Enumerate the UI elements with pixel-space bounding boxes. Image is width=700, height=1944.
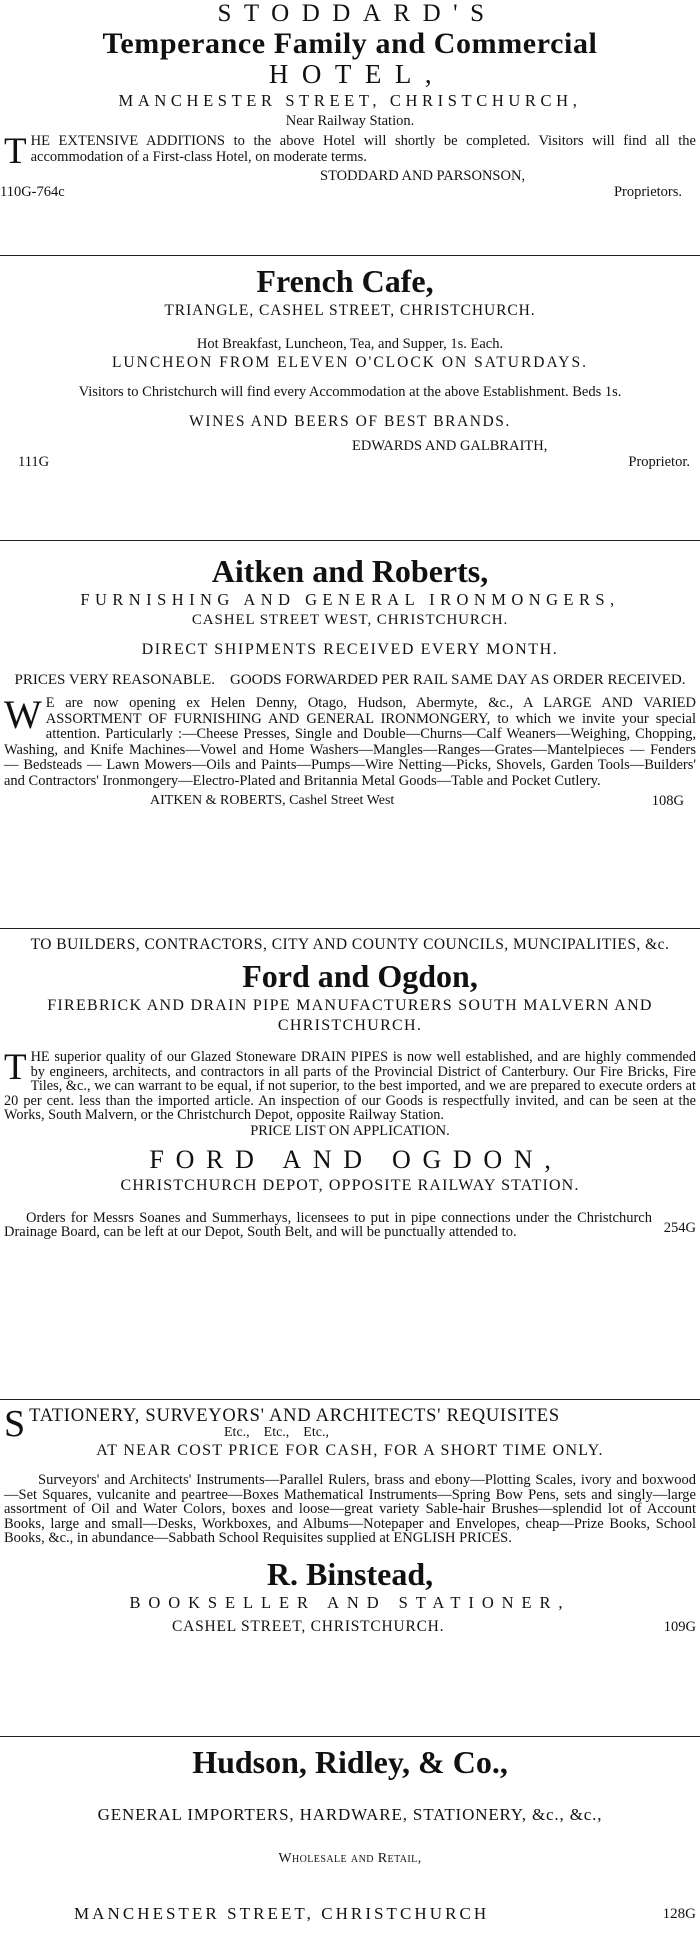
aitken-address: CASHEL STREET WEST, CHRISTCHURCH. [191,612,509,628]
aitken-shipments: DIRECT SHIPMENTS RECEIVED EVERY MONTH. [141,641,559,658]
french-cafe-ad [0,262,700,470]
cafe-luncheon: LUNCHEON FROM ELEVEN O'CLOCK ON SATURDAYS. [111,354,589,371]
stationery-price: AT NEAR COST PRICE FOR CASH, FOR A SHORT TIME ONLY. [96,1442,604,1459]
binstead-ref: 109G [663,1618,696,1635]
binstead-name: R. Binstead, [266,1555,434,1592]
hudson-ref: 128G [662,1906,696,1922]
hotel-drop-cap: T [4,131,27,172]
divider [0,1399,700,1400]
hotel-owner-name: STODDARD'S [217,0,497,27]
aitken-body-text: E are now opening ex Helen Denny, Otago, Hudson, Abermyte, &c., A LARGE AND VARIED ASSORTMENT OF FURNISHING AND GENERAL IRONMONGERY, to which we invite your special attention. Particularly :—Cheese Presses, Single and Double—Churns—Calf Weaners—Weighing, Chopping, Washing, and Knife Machines—Vowel and Home Washers—Mangles—Ranges—Grates—Mantelpieces — Fenders — Bedsteads — Lawn Mowers—Oils and Paints—Pumps—Wire Netting—Picks, Shovels, Garden Tools—Builders' and Contractors' Ironmongery—Electro-Plated and Britannia Metal Goods—Table and Pocket Cutlery. [4,695,696,789]
cafe-title: French Cafe, [256,263,434,299]
ford-drop-cap: T [4,1047,27,1088]
hudson-wholesale: Wholesale and Retail, [278,1851,422,1866]
ford-body-text: HE superior quality of our Glazed Stoneware DRAIN PIPES is now well established, and are highly commended by engineers, architects, and contractors in all parts of the Provincial District of Canterbury. Our Fire Bricks, Fire Tiles, &c., we can warrant to be equal, if not superior, to the best imported, and we are prepared to execute orders at 20 per cent. less than the imported article. An inspection of our Goods is respectfully invited, and can be seen at the Works, South Malvern, or the Christchurch Depot, opposite Railway Station. [4,1049,696,1123]
stationery-title: TATIONERY, SURVEYORS' AND ARCHITECTS' REQUISITES [29,1406,560,1426]
aitken-title: Aitken and Roberts, [211,553,489,589]
hotel-signer: STODDARD AND PARSONSON, [320,168,526,184]
binstead-stationery-ad [0,1403,700,1636]
stoddards-hotel-ad [0,0,700,200]
ford-title: Ford and Ogdon, [242,958,478,994]
ford-depot: CHRISTCHURCH DEPOT, OPPOSITE RAILWAY STATION. [120,1176,580,1194]
divider [0,255,700,256]
hudson-address: MANCHESTER STREET, CHRISTCHURCH [74,1904,490,1923]
aitken-ref: 108G [651,792,684,809]
ford-title-2: FORD AND OGDON, [149,1144,563,1174]
stationery-etc: Etc., Etc., Etc., [224,1425,329,1440]
cafe-signer: EDWARDS AND GALBRAITH, [352,438,548,454]
ford-subtitle: FIREBRICK AND DRAIN PIPE MANUFACTURERS SOUTH MALVERN AND CHRISTCHURCH. [47,997,653,1034]
hudson-ridley-ad [0,1742,700,1924]
hotel-body-text: HE EXTENSIVE ADDITIONS to the above Hotel will shortly be completed. Visitors will find all the accommodation of a First-class Hotel, on moderate terms. [30,133,696,165]
hotel-title: Temperance Family and Commercial [102,27,598,60]
hotel-role: Proprietors. [613,184,682,200]
aitken-signer: AITKEN & ROBERTS, Cashel Street West [150,792,395,808]
hotel-near-station: Near Railway Station. [285,113,415,129]
aitken-subtitle: FURNISHING AND GENERAL IRONMONGERS, [80,590,620,609]
ford-orders: Orders for Messrs Soanes and Summerhays, licensees to put in pipe connections under the Christchurch Drainage Board, can be left at our Depot, South Belt, and will be punctually attended to. [4,1209,652,1240]
aitken-roberts-ad [0,552,700,809]
divider [0,1736,700,1737]
stationery-drop-cap: S [4,1403,26,1445]
ford-price-list: PRICE LIST ON APPLICATION. [250,1122,450,1139]
cafe-meals: Hot Breakfast, Luncheon, Tea, and Supper, 1s. Each. [196,336,504,352]
aitken-drop-cap: W [4,692,42,737]
hudson-subtitle: GENERAL IMPORTERS, HARDWARE, STATIONERY, &c., &c., [97,1805,603,1824]
ford-ref: 254G [663,1219,696,1236]
hudson-title: Hudson, Ridley, & Co., [192,1744,508,1780]
divider [0,928,700,929]
ford-ogdon-ad [0,936,700,1239]
cafe-role: Proprietor. [628,454,690,470]
cafe-address: TRIANGLE, CASHEL STREET, CHRISTCHURCH. [164,302,536,319]
binstead-address: CASHEL STREET, CHRISTCHURCH. [172,1617,445,1635]
stationery-body-text: Surveyors' and Architects' Instruments—Parallel Rulers, brass and ebony—Plotting Scales, ivory and boxwood—Set Squares, vulcanite and peartree—Boxes Mathematical Instruments—Spring Bow Pens, sets and singly—large assortment of Oil and Water Colors, boxes and loose—great variety Sable-hair Brushes—splendid lot of Account Books, large and small—Desks, Workboxes, and Albums—Notepaper and Envelopes, cheap—Prize Books, School Books, &c., in abundance—Sabbath School Requisites supplied at ENGLISH PRICES. [4,1472,696,1546]
hotel-word: HOTEL, [268,59,446,89]
hotel-address: MANCHESTER STREET, CHRISTCHURCH, [118,91,582,110]
ford-audience: TO BUILDERS, CONTRACTORS, CITY AND COUNTY COUNCILS, MUNCIPALITIES, &c. [30,936,670,953]
cafe-visitors: Visitors to Christchurch will find every Accommodation at the above Establishment. Beds 1s. [78,384,622,400]
binstead-subtitle: BOOKSELLER AND STATIONER, [129,1592,571,1612]
aitken-prices: PRICES VERY REASONABLE. GOODS FORWARDED PER RAIL SAME DAY AS ORDER RECEIVED. [14,672,686,688]
cafe-wines: WINES AND BEERS OF BEST BRANDS. [189,413,511,430]
hotel-ref: 110G-764c [0,184,65,200]
cafe-ref: 111G [18,454,50,470]
divider [0,540,700,541]
